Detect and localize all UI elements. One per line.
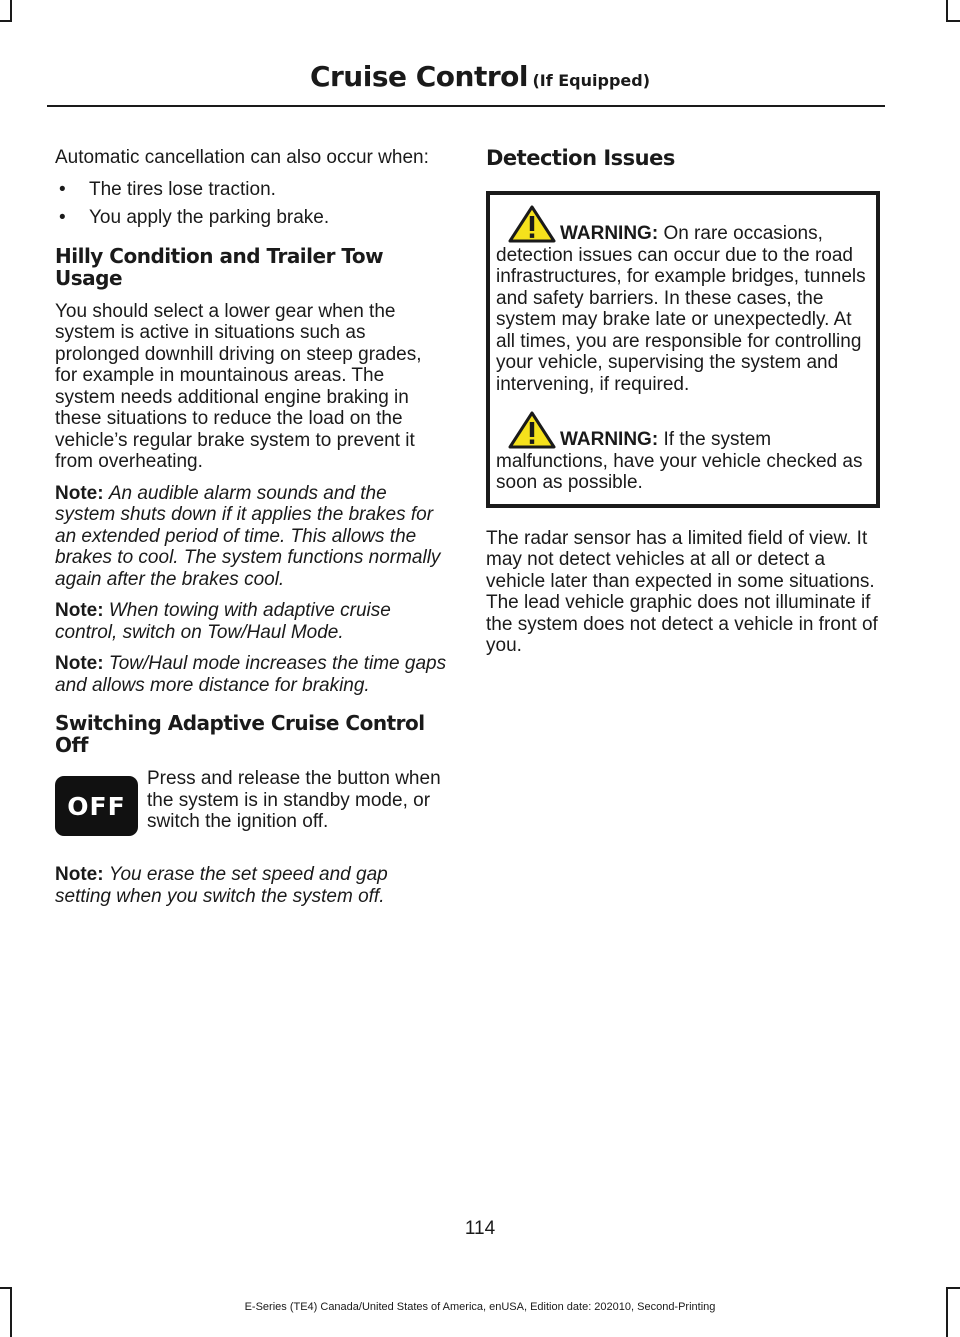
note-label: Note: <box>55 482 104 504</box>
warning-label: WARNING: <box>560 223 659 244</box>
off-button-icon <box>55 776 138 836</box>
intro-paragraph: Automatic cancellation can also occur when: <box>55 147 429 168</box>
note-text: You erase the set speed and gap setting when you switch the system off. <box>55 864 388 907</box>
note-erase <box>55 864 447 907</box>
note-tow-haul <box>55 653 447 696</box>
hilly-heading: Hilly Condition and Trailer Tow Usage <box>55 243 384 290</box>
warning-text: On rare occasions, detection issues can occur due to the road infrastructures, for example bridges, tunnels and safety barriers. In these cases, the system may brake late or unexpectedly. At all times, you are responsible for controlling your vehicle, supervising the system and intervening, if required. <box>496 223 866 395</box>
page-number: 114 <box>464 1218 496 1239</box>
left-column <box>55 147 447 917</box>
warning-triangle-icon <box>508 205 556 243</box>
crop-mark <box>946 1287 960 1289</box>
note-text: An audible alarm sounds and the system shuts down if it applies the brakes for an extended period of time. This allows the brakes to cool. The system functions normally again after the brakes cool. <box>55 482 441 590</box>
edition-line: E-Series (TE4) Canada/United States of America, enUSA, Edition date: 202010, Second-Printing <box>244 1301 716 1313</box>
page-header <box>0 60 960 93</box>
crop-mark <box>946 0 948 22</box>
note-towing <box>55 600 447 643</box>
note-text: Tow/Haul mode increases the time gaps and allows more distance for braking. <box>55 653 447 696</box>
note-label: Note: <box>55 600 104 621</box>
note-text: When towing with adaptive cruise control, switch on Tow/Haul Mode. <box>55 600 391 643</box>
note-alarm <box>55 483 447 591</box>
cancellation-list <box>55 179 447 229</box>
switch-off-heading: Switching Adaptive Cruise Control Off <box>55 711 425 757</box>
crop-mark <box>946 20 960 22</box>
header-rule <box>47 105 885 107</box>
note-label: Note: <box>55 653 104 674</box>
crop-mark <box>0 20 12 22</box>
note-label: Note: <box>55 864 104 885</box>
section-title: Cruise Control <box>309 60 528 93</box>
crop-mark <box>0 1287 12 1289</box>
warning-paragraph <box>496 205 870 395</box>
warning-paragraph <box>496 411 870 494</box>
warning-label: WARNING: <box>560 429 659 450</box>
detection-heading: Detection Issues <box>486 146 675 170</box>
warning-triangle-icon <box>508 411 556 449</box>
list-item: • You apply the parking brake. <box>55 207 447 229</box>
radar-paragraph: The radar sensor has a limited field of view. It may not detect vehicles at all or detect a vehicle later than expected in some situations. The lead vehicle graphic does not illuminate if the system does not detect a vehicle in front of you. <box>486 527 878 656</box>
crop-mark <box>10 0 12 22</box>
section-subtitle: (If Equipped) <box>532 71 651 90</box>
switch-off-paragraph: Press and release the button when the system is in standby mode, or switch the ignition off. <box>147 768 441 832</box>
warning-text: If the system malfunctions, have your vehicle checked as soon as possible. <box>496 429 863 493</box>
list-item: • The tires lose traction. <box>55 179 447 201</box>
switch-off-block <box>55 768 447 856</box>
hilly-paragraph: You should select a lower gear when the system is active in situations such as prolonged downhill driving on steep grades, for example in mountainous areas. The system needs additional engine braking in these situations to reduce the load on the vehicle’s regular brake system to prevent it from overheating. <box>55 300 422 472</box>
off-button-label: OFF <box>67 791 126 821</box>
right-column <box>486 147 880 667</box>
warning-box <box>486 191 880 508</box>
